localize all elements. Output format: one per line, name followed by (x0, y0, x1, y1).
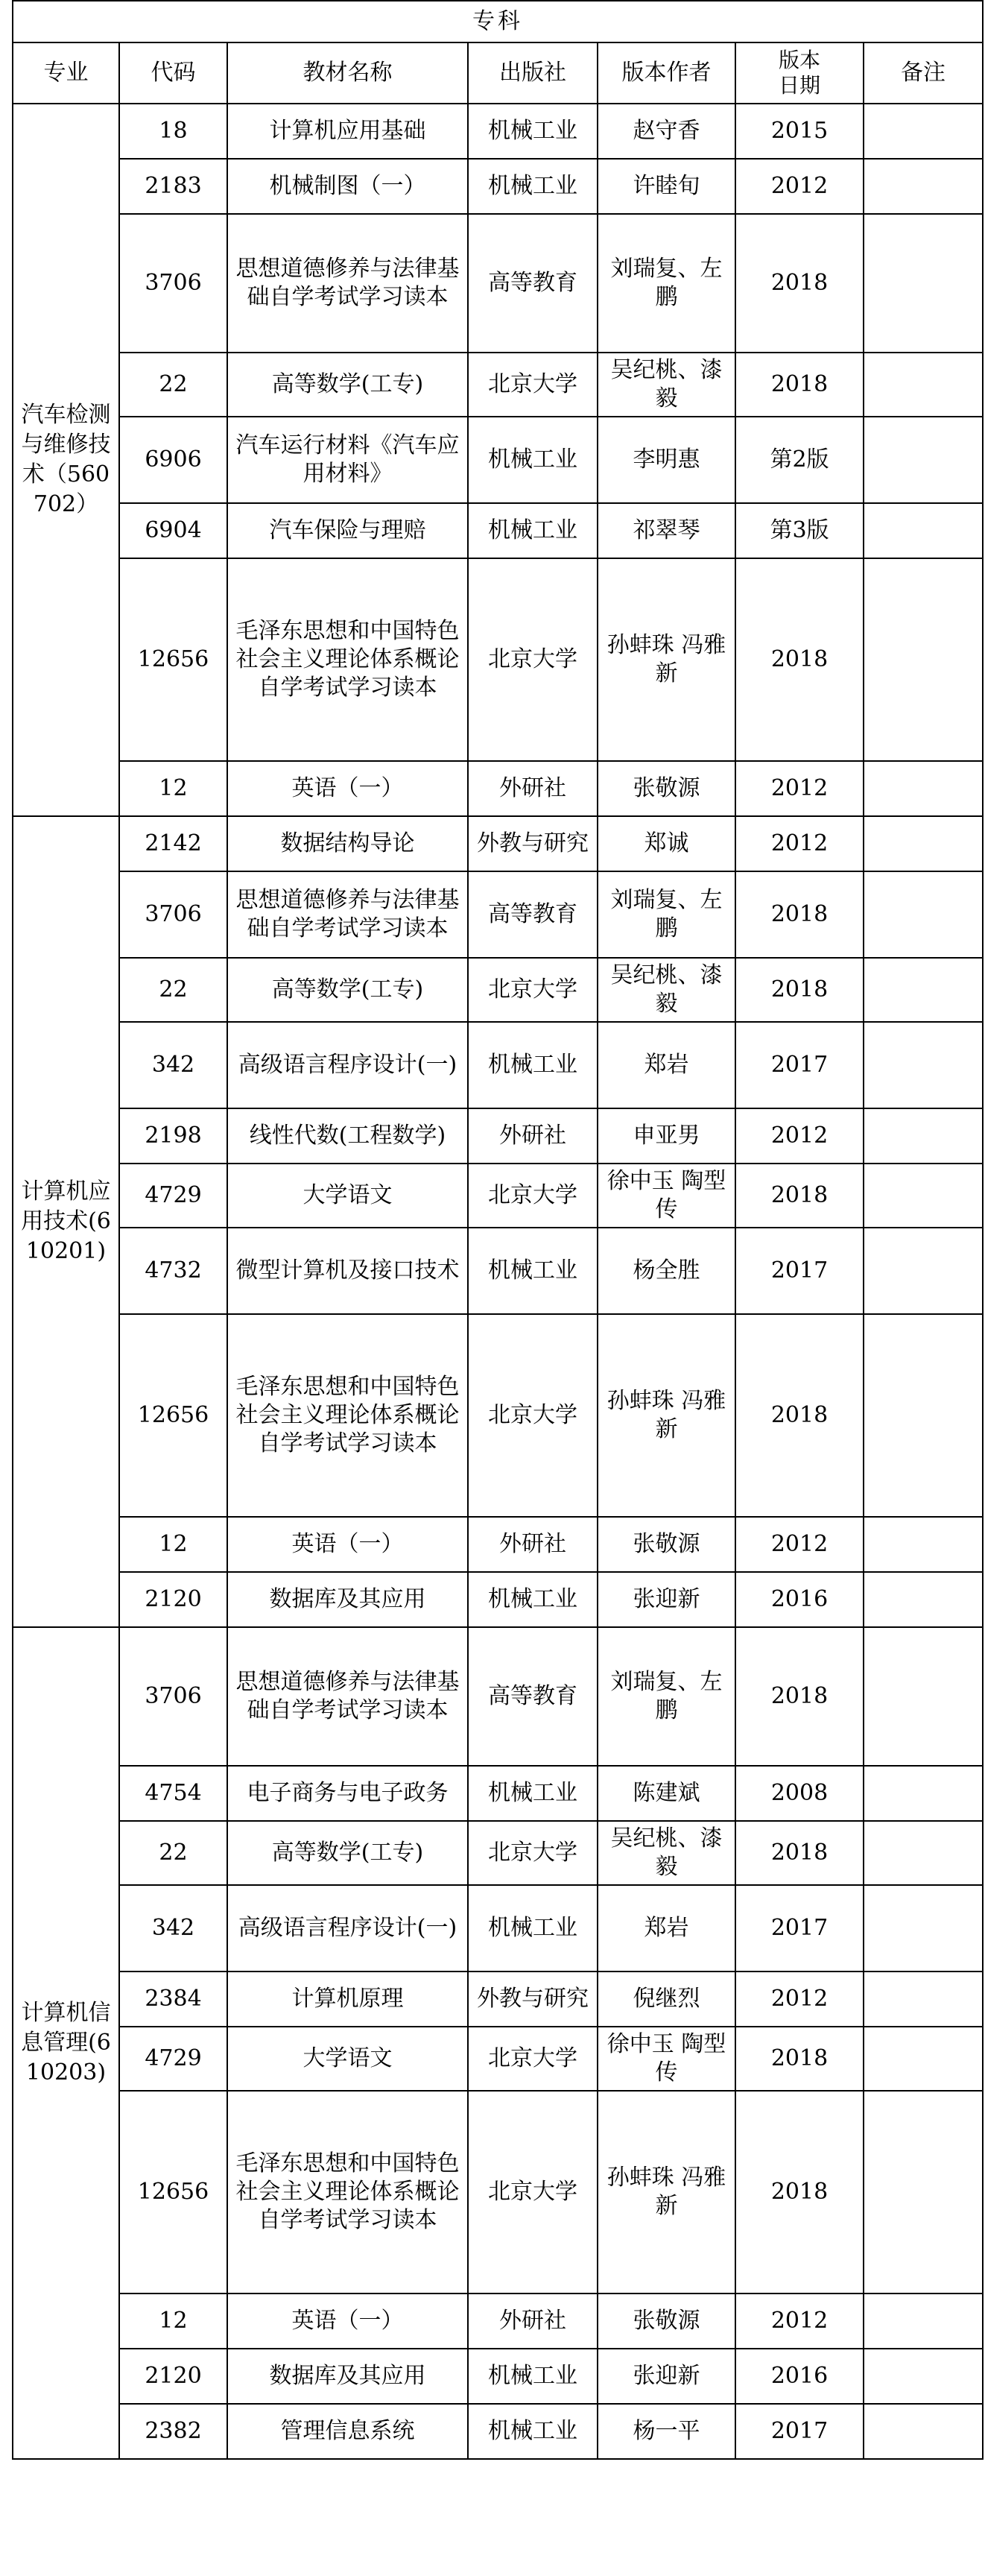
cell-book-name: 思想道德修养与法律基础自学考试学习读本 (227, 214, 468, 353)
cell-publisher: 外研社 (468, 1108, 598, 1164)
table-row (13, 2091, 983, 2294)
cell-edition-date: 2017 (735, 2404, 864, 2459)
cell-remark (864, 2349, 983, 2404)
cell-author: 刘瑞复、左鹏 (598, 871, 735, 958)
cell-remark (864, 1766, 983, 1821)
cell-edition-date: 2018 (735, 1164, 864, 1228)
header-code: 代码 (119, 42, 227, 104)
cell-book-name: 英语（一） (227, 1517, 468, 1572)
cell-edition-date: 2017 (735, 1885, 864, 1972)
cell-author: 杨全胜 (598, 1228, 735, 1314)
table-row (13, 1627, 983, 1766)
cell-book-name: 高等数学(工专) (227, 1821, 468, 1885)
cell-edition-date: 2012 (735, 1972, 864, 2027)
cell-code: 22 (119, 353, 227, 417)
cell-author: 陈建斌 (598, 1766, 735, 1821)
cell-code: 3706 (119, 871, 227, 958)
cell-publisher: 机械工业 (468, 503, 598, 558)
table-row (13, 871, 983, 958)
cell-edition-date: 2017 (735, 1228, 864, 1314)
cell-remark (864, 2404, 983, 2459)
cell-author: 倪继烈 (598, 1972, 735, 2027)
cell-edition-date: 2018 (735, 2091, 864, 2294)
cell-author: 徐中玉 陶型传 (598, 2027, 735, 2091)
cell-author: 杨一平 (598, 2404, 735, 2459)
cell-remark (864, 417, 983, 503)
cell-code: 4732 (119, 1228, 227, 1314)
table-title: 专科 (13, 1, 983, 42)
table-row (13, 1821, 983, 1885)
table-row (13, 1517, 983, 1572)
cell-remark (864, 558, 983, 761)
cell-remark (864, 816, 983, 871)
cell-publisher: 高等教育 (468, 214, 598, 353)
cell-publisher: 北京大学 (468, 2027, 598, 2091)
cell-author: 孙蚌珠 冯雅新 (598, 1314, 735, 1517)
cell-code: 12 (119, 2294, 227, 2349)
cell-author: 许睦旬 (598, 159, 735, 214)
cell-edition-date: 2012 (735, 816, 864, 871)
header-edition-date (735, 42, 864, 104)
table-row (13, 958, 983, 1022)
cell-edition-date: 2018 (735, 958, 864, 1022)
cell-book-name: 数据结构导论 (227, 816, 468, 871)
cell-remark (864, 1164, 983, 1228)
cell-edition-date: 2018 (735, 1821, 864, 1885)
cell-book-name: 计算机原理 (227, 1972, 468, 2027)
table-row (13, 159, 983, 214)
cell-author: 张迎新 (598, 1572, 735, 1627)
cell-book-name: 管理信息系统 (227, 2404, 468, 2459)
cell-book-name: 毛泽东思想和中国特色社会主义理论体系概论自学考试学习读本 (227, 1314, 468, 1517)
table-row (13, 104, 983, 159)
cell-publisher: 机械工业 (468, 104, 598, 159)
cell-remark (864, 1517, 983, 1572)
table-body (13, 104, 983, 2459)
cell-publisher: 机械工业 (468, 1885, 598, 1972)
cell-edition-date: 2015 (735, 104, 864, 159)
cell-book-name: 思想道德修养与法律基础自学考试学习读本 (227, 1627, 468, 1766)
cell-author: 刘瑞复、左鹏 (598, 1627, 735, 1766)
table-row (13, 214, 983, 353)
header-major: 专业 (13, 42, 119, 104)
cell-book-name: 机械制图（一） (227, 159, 468, 214)
cell-code: 4729 (119, 1164, 227, 1228)
cell-code: 12656 (119, 558, 227, 761)
cell-code: 2382 (119, 2404, 227, 2459)
cell-book-name: 高级语言程序设计(一) (227, 1022, 468, 1108)
cell-publisher: 北京大学 (468, 1314, 598, 1517)
cell-book-name: 电子商务与电子政务 (227, 1766, 468, 1821)
cell-book-name: 思想道德修养与法律基础自学考试学习读本 (227, 871, 468, 958)
cell-edition-date: 2012 (735, 1517, 864, 1572)
cell-remark (864, 1314, 983, 1517)
cell-remark (864, 503, 983, 558)
cell-remark (864, 2294, 983, 2349)
table-row (13, 1228, 983, 1314)
cell-remark (864, 1972, 983, 2027)
cell-author: 申亚男 (598, 1108, 735, 1164)
cell-publisher: 机械工业 (468, 1022, 598, 1108)
cell-edition-date: 2018 (735, 353, 864, 417)
cell-publisher: 高等教育 (468, 1627, 598, 1766)
cell-code: 2120 (119, 2349, 227, 2404)
header-row (13, 42, 983, 104)
cell-author: 郑岩 (598, 1022, 735, 1108)
cell-code: 6906 (119, 417, 227, 503)
cell-edition-date: 2017 (735, 1022, 864, 1108)
cell-edition-date: 2008 (735, 1766, 864, 1821)
cell-book-name: 毛泽东思想和中国特色社会主义理论体系概论自学考试学习读本 (227, 2091, 468, 2294)
cell-major: 汽车检测与维修技术（560702） (13, 104, 119, 816)
cell-edition-date: 2018 (735, 871, 864, 958)
header-author: 版本作者 (598, 42, 735, 104)
cell-edition-date: 2018 (735, 2027, 864, 2091)
table-row (13, 2349, 983, 2404)
table-row (13, 1022, 983, 1108)
header-publisher: 出版社 (468, 42, 598, 104)
cell-code: 2142 (119, 816, 227, 871)
cell-code: 12 (119, 761, 227, 816)
cell-edition-date: 第3版 (735, 503, 864, 558)
cell-book-name: 毛泽东思想和中国特色社会主义理论体系概论自学考试学习读本 (227, 558, 468, 761)
cell-edition-date: 2016 (735, 2349, 864, 2404)
cell-publisher: 机械工业 (468, 1228, 598, 1314)
cell-code: 22 (119, 958, 227, 1022)
table-row (13, 417, 983, 503)
cell-edition-date: 2012 (735, 2294, 864, 2349)
cell-remark (864, 353, 983, 417)
table-row (13, 1572, 983, 1627)
cell-remark (864, 159, 983, 214)
cell-author: 张迎新 (598, 2349, 735, 2404)
cell-book-name: 汽车运行材料《汽车应用材料》 (227, 417, 468, 503)
cell-edition-date: 2018 (735, 1627, 864, 1766)
cell-code: 18 (119, 104, 227, 159)
cell-publisher: 外研社 (468, 1517, 598, 1572)
cell-edition-date: 2018 (735, 214, 864, 353)
header-remark: 备注 (864, 42, 983, 104)
cell-author: 郑诚 (598, 816, 735, 871)
cell-book-name: 高等数学(工专) (227, 958, 468, 1022)
cell-edition-date: 2018 (735, 558, 864, 761)
table-row (13, 503, 983, 558)
cell-edition-date: 2018 (735, 1314, 864, 1517)
table-row (13, 2294, 983, 2349)
cell-remark (864, 1022, 983, 1108)
cell-book-name: 高级语言程序设计(一) (227, 1885, 468, 1972)
cell-edition-date: 2016 (735, 1572, 864, 1627)
cell-book-name: 数据库及其应用 (227, 1572, 468, 1627)
cell-code: 12656 (119, 1314, 227, 1517)
cell-publisher: 机械工业 (468, 417, 598, 503)
table-row (13, 1972, 983, 2027)
cell-author: 吴纪桃、漆毅 (598, 958, 735, 1022)
cell-publisher: 机械工业 (468, 1766, 598, 1821)
cell-author: 郑岩 (598, 1885, 735, 1972)
textbook-table (12, 0, 984, 2460)
cell-code: 3706 (119, 1627, 227, 1766)
cell-code: 4754 (119, 1766, 227, 1821)
cell-remark (864, 214, 983, 353)
cell-remark (864, 761, 983, 816)
table-row (13, 353, 983, 417)
cell-publisher: 高等教育 (468, 871, 598, 958)
cell-code: 2384 (119, 1972, 227, 2027)
cell-publisher: 外研社 (468, 2294, 598, 2349)
cell-remark (864, 2091, 983, 2294)
cell-code: 2183 (119, 159, 227, 214)
header-book-name: 教材名称 (227, 42, 468, 104)
cell-author: 张敬源 (598, 761, 735, 816)
cell-code: 4729 (119, 2027, 227, 2091)
cell-author: 孙蚌珠 冯雅新 (598, 558, 735, 761)
cell-edition-date: 2012 (735, 1108, 864, 1164)
cell-remark (864, 871, 983, 958)
cell-edition-date: 第2版 (735, 417, 864, 503)
cell-book-name: 微型计算机及接口技术 (227, 1228, 468, 1314)
cell-publisher: 北京大学 (468, 1164, 598, 1228)
cell-author: 徐中玉 陶型传 (598, 1164, 735, 1228)
cell-author: 祁翠琴 (598, 503, 735, 558)
cell-publisher: 机械工业 (468, 2404, 598, 2459)
header-edition-date-line1: 版本 (778, 48, 820, 72)
cell-publisher: 机械工业 (468, 159, 598, 214)
cell-remark (864, 2027, 983, 2091)
cell-book-name: 高等数学(工专) (227, 353, 468, 417)
cell-remark (864, 1572, 983, 1627)
cell-remark (864, 958, 983, 1022)
table-row (13, 761, 983, 816)
cell-remark (864, 1627, 983, 1766)
cell-code: 12656 (119, 2091, 227, 2294)
cell-author: 吴纪桃、漆毅 (598, 353, 735, 417)
cell-book-name: 数据库及其应用 (227, 2349, 468, 2404)
cell-remark (864, 1821, 983, 1885)
cell-publisher: 机械工业 (468, 1572, 598, 1627)
cell-remark (864, 1228, 983, 1314)
cell-book-name: 线性代数(工程数学) (227, 1108, 468, 1164)
cell-code: 3706 (119, 214, 227, 353)
cell-code: 6904 (119, 503, 227, 558)
cell-remark (864, 104, 983, 159)
cell-publisher: 外教与研究 (468, 1972, 598, 2027)
header-edition-date-line2: 日期 (778, 73, 820, 98)
table-row (13, 1314, 983, 1517)
textbook-list (12, 0, 985, 2460)
cell-book-name: 计算机应用基础 (227, 104, 468, 159)
cell-book-name: 英语（一） (227, 2294, 468, 2349)
cell-major: 计算机信息管理(610203) (13, 1627, 119, 2459)
cell-author: 刘瑞复、左鹏 (598, 214, 735, 353)
cell-publisher: 北京大学 (468, 558, 598, 761)
cell-code: 342 (119, 1022, 227, 1108)
cell-major: 计算机应用技术(610201) (13, 816, 119, 1627)
cell-remark (864, 1108, 983, 1164)
cell-publisher: 外教与研究 (468, 816, 598, 871)
table-row (13, 558, 983, 761)
cell-book-name: 大学语文 (227, 2027, 468, 2091)
cell-author: 张敬源 (598, 1517, 735, 1572)
cell-book-name: 大学语文 (227, 1164, 468, 1228)
cell-author: 李明惠 (598, 417, 735, 503)
cell-author: 赵守香 (598, 104, 735, 159)
table-row (13, 1108, 983, 1164)
cell-remark (864, 1885, 983, 1972)
cell-author: 吴纪桃、漆毅 (598, 1821, 735, 1885)
table-row (13, 816, 983, 871)
table-row (13, 1885, 983, 1972)
cell-code: 2120 (119, 1572, 227, 1627)
cell-author: 孙蚌珠 冯雅新 (598, 2091, 735, 2294)
cell-code: 12 (119, 1517, 227, 1572)
cell-book-name: 英语（一） (227, 761, 468, 816)
cell-book-name: 汽车保险与理赔 (227, 503, 468, 558)
table-row (13, 1766, 983, 1821)
cell-publisher: 北京大学 (468, 1821, 598, 1885)
cell-edition-date: 2012 (735, 159, 864, 214)
cell-code: 342 (119, 1885, 227, 1972)
cell-publisher: 北京大学 (468, 958, 598, 1022)
table-row (13, 1164, 983, 1228)
cell-code: 2198 (119, 1108, 227, 1164)
table-row (13, 2404, 983, 2459)
table-row (13, 2027, 983, 2091)
cell-publisher: 北京大学 (468, 2091, 598, 2294)
cell-publisher: 北京大学 (468, 353, 598, 417)
cell-publisher: 外研社 (468, 761, 598, 816)
cell-author: 张敬源 (598, 2294, 735, 2349)
cell-publisher: 机械工业 (468, 2349, 598, 2404)
cell-code: 22 (119, 1821, 227, 1885)
cell-edition-date: 2012 (735, 761, 864, 816)
